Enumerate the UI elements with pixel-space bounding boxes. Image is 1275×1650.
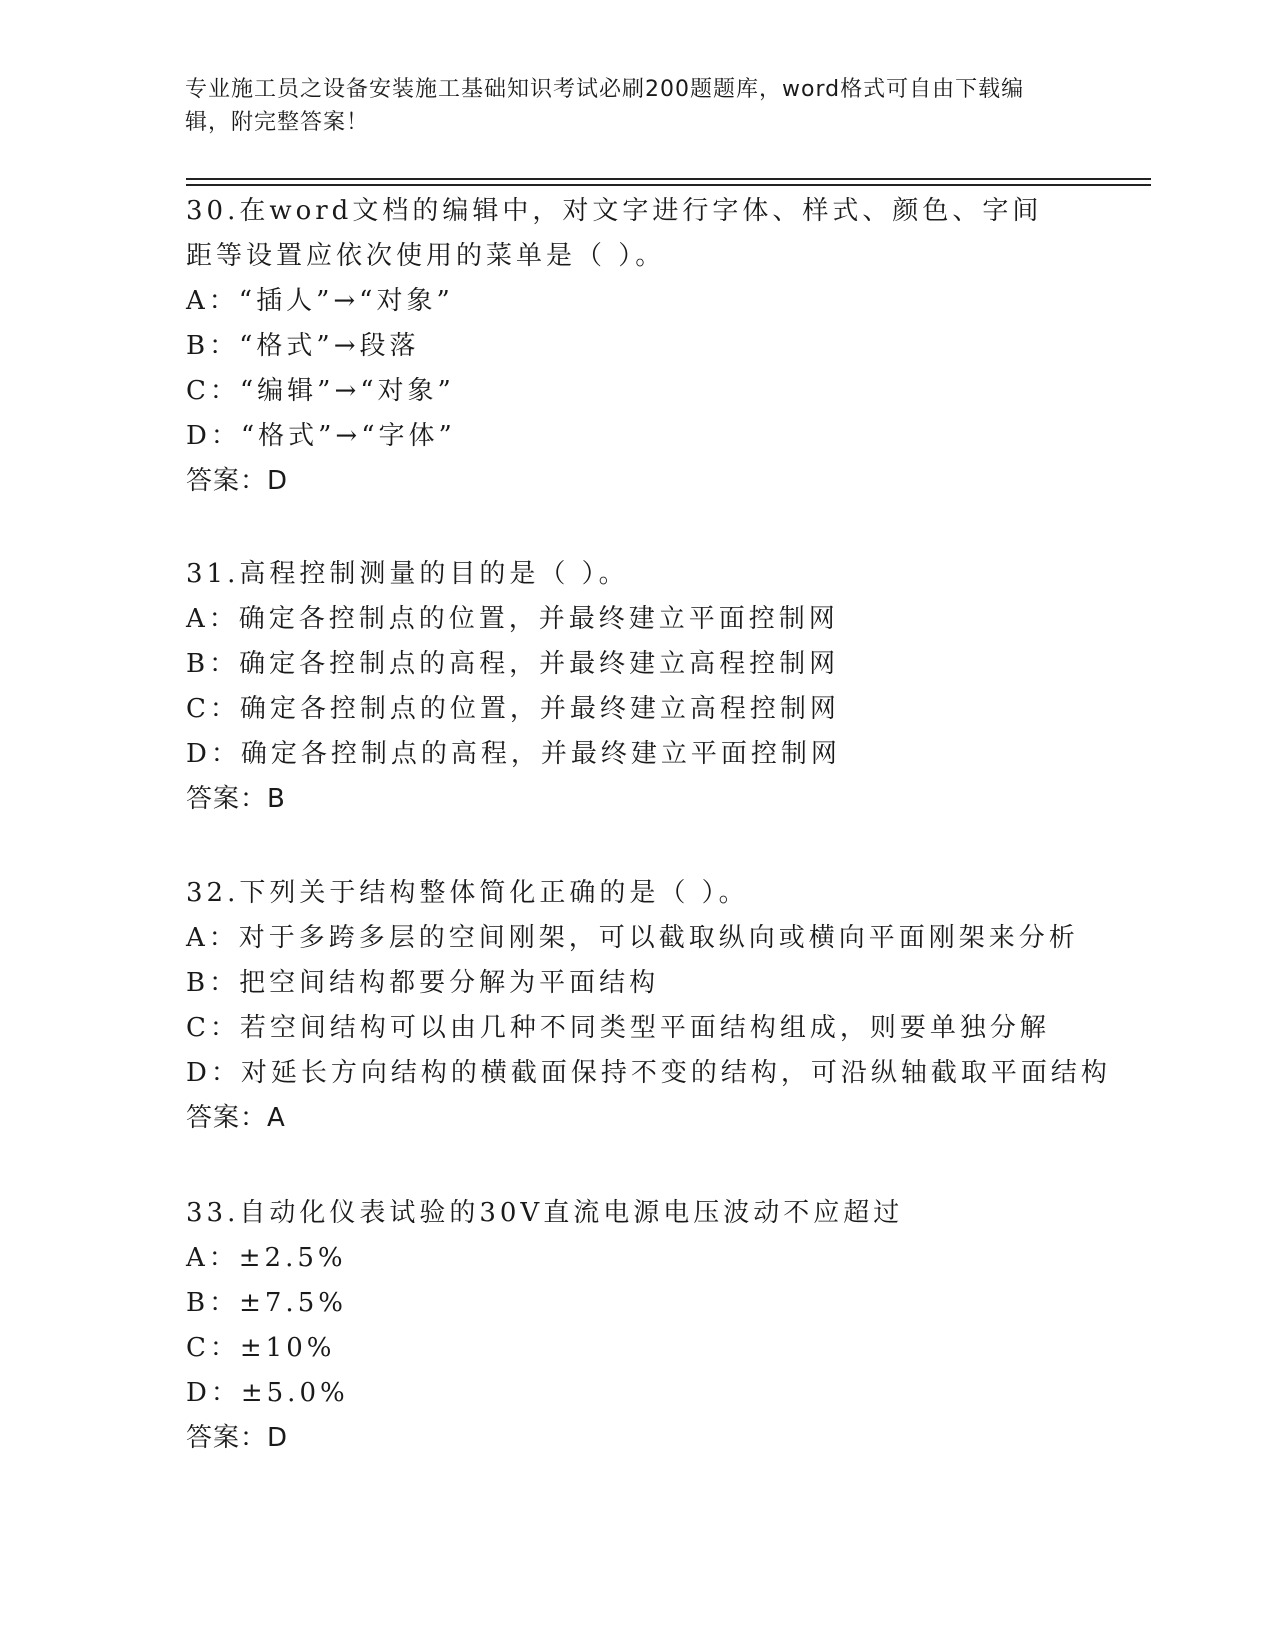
answer: 答案：A: [186, 1103, 286, 1133]
option-c: C：“编辑”→“对象”: [186, 376, 455, 406]
header-divider-top: [186, 178, 1151, 180]
answer: 答案：D: [186, 466, 289, 496]
option-c: C：若空间结构可以由几种不同类型平面结构组成，则要单独分解: [186, 1013, 1050, 1043]
answer: 答案：D: [186, 1423, 289, 1453]
option-a: A：确定各控制点的位置，并最终建立平面控制网: [186, 604, 839, 634]
question-stem: 33.自动化仪表试验的30V直流电源电压波动不应超过: [186, 1198, 904, 1228]
answer: 答案：B: [186, 784, 286, 814]
option-a: A：“插人”→“对象”: [186, 286, 454, 316]
option-d: D：确定各控制点的高程，并最终建立平面控制网: [186, 739, 841, 769]
header-divider-bottom: [186, 184, 1151, 186]
question-stem: 32.下列关于结构整体简化正确的是（ ）。: [186, 878, 749, 908]
option-d: D：“格式”→“字体”: [186, 421, 456, 451]
option-c: C：确定各控制点的位置，并最终建立高程控制网: [186, 694, 840, 724]
option-b: B：“格式”→段落: [186, 331, 420, 361]
option-b: B：确定各控制点的高程，并最终建立高程控制网: [186, 649, 840, 679]
option-b: B：把空间结构都要分解为平面结构: [186, 968, 660, 998]
option-a: A：对于多跨多层的空间刚架，可以截取纵向或横向平面刚架来分析: [186, 923, 1079, 953]
option-d: D：对延长方向结构的横截面保持不变的结构，可沿纵轴截取平面结构: [186, 1058, 1111, 1088]
question-31: [186, 552, 1086, 822]
option-b: B：±7.5%: [186, 1288, 347, 1318]
question-32: [186, 871, 1111, 1141]
question-stem: 31.高程控制测量的目的是（ ）。: [186, 559, 629, 589]
option-a: A：±2.5%: [186, 1243, 347, 1273]
question-33: [186, 1191, 1086, 1461]
question-30: [186, 189, 1086, 504]
question-stem: 30.在word文档的编辑中，对文字进行字体、样式、颜色、字间距等设置应依次使用的菜单是（ ）。: [186, 196, 1043, 271]
header-title: 专业施工员之设备安装施工基础知识考试必刷200题题库，word格式可自由下载编辑，附完整答案！: [185, 77, 1025, 135]
document-header: [185, 73, 1065, 139]
option-d: D：±5.0%: [186, 1378, 349, 1408]
option-c: C：±10%: [186, 1333, 336, 1363]
